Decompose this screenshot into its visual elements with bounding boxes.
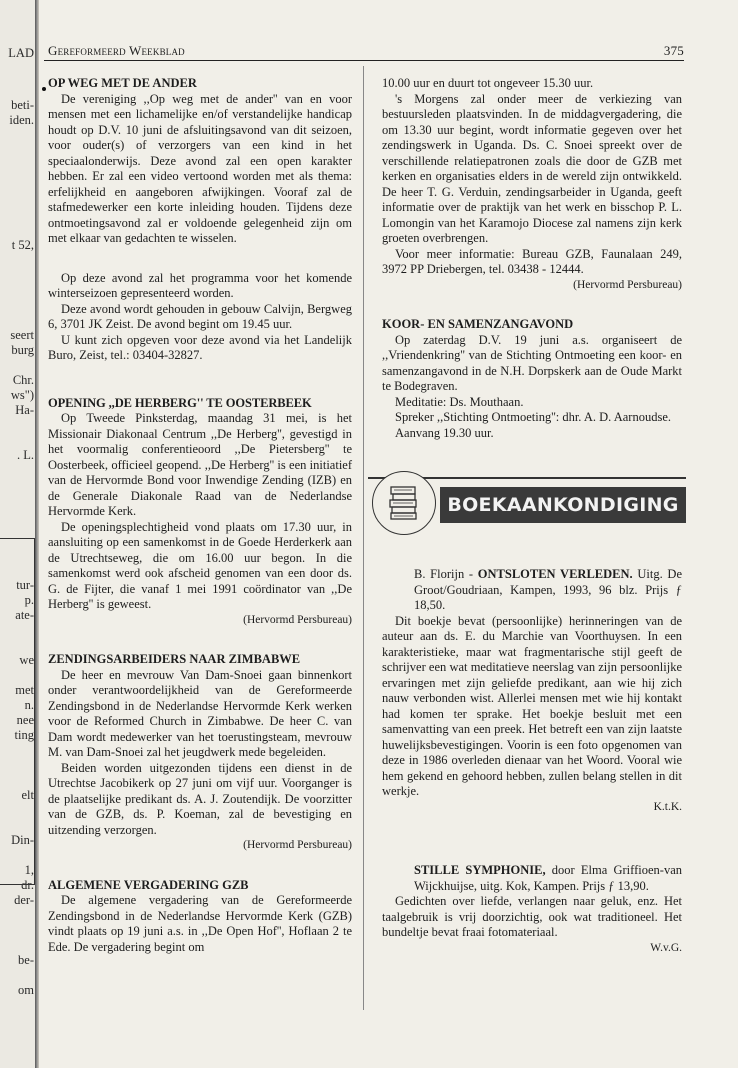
article-paragraph: Op deze avond zal het programma voor het komende winterseizoen gepresenteerd worden. bbox=[48, 270, 352, 300]
article-title: ALGEMENE VERGADERING GZB bbox=[48, 877, 249, 892]
article-title: OP WEG MET DE ANDER bbox=[48, 76, 197, 90]
page-header bbox=[44, 40, 684, 61]
article-paragraph: Voor meer informatie: Bureau GZB, Faunalaan 249, 3972 PP Driebergen, tel. 03438 - 12444. bbox=[382, 246, 682, 276]
article-paragraph: 10.00 uur en duurt tot ongeveer 15.30 uur. bbox=[382, 76, 594, 90]
journal-title: Gereformeerd Weekblad bbox=[48, 43, 185, 58]
article-paragraph: De algemene vergadering van de Gereformeerde Zendingsbond in de Nederlandse Hervormde Kerk (GZB) vindt plaats op 19 juni a.s. in ,,De Open Hof'', Hoflaan 2 te Ede. De vergadering begint om bbox=[48, 893, 352, 954]
article-title: OPENING ,,DE HERBERG'' TE OOSTERBEEK bbox=[48, 395, 312, 410]
book-title: STILLE SYMPHONIE, bbox=[414, 863, 546, 877]
prev-fragment: Ha- bbox=[15, 403, 34, 417]
article-paragraph: Spreker ,,Stichting Ontmoeting'': dhr. A. D. Aarnoudse. bbox=[395, 410, 672, 424]
article-title: KOOR- EN SAMENZANGAVOND bbox=[382, 317, 574, 331]
prev-fragment: n. bbox=[24, 698, 34, 712]
article-algemene-vergadering-continued bbox=[382, 76, 682, 293]
prev-fragment: nee bbox=[16, 713, 34, 727]
article-paragraph: De heer en mevrouw Van Dam-Snoei gaan binnenkort onder verantwoordelijkheid van de Gereformeerde Zendingsbond in de Nederlandse Hervormde Kerk werken voor de Reformed Church in Zimbabwe. De heer C. van Dam wordt medewerker van het toerustingsteam, mevrouw M. van Dam-Snoei zal het jeugdwerk mede begeleiden. bbox=[48, 667, 352, 759]
article-algemene-vergadering bbox=[48, 878, 352, 956]
book-announcement-banner bbox=[368, 471, 682, 543]
bullet-mark bbox=[42, 87, 46, 91]
right-column bbox=[382, 76, 682, 956]
prev-fragment: der- bbox=[14, 893, 34, 907]
prev-fragment: Chr. bbox=[12, 373, 34, 387]
column-divider bbox=[363, 66, 364, 1010]
article-paragraph: De vereniging ,,Op weg met de ander'' van en voor mensen met een lichamelijke en/of verstandelijke handicap houdt op D.V. 10 juni de afsluitingsavond van dit seizoen, voor ouder(s) of verzorgers van een kind in het speciaalonderwijs. Deze avond zal een open karakter hebben. Er zal een video vertoond worden met als thema: erfelijkheid en aangeboren afwijkingen. Vooraf zal de stafmedewerker een korte inleiding houden. Tijdens deze ontmoetingsavond zal er voldoende gelegenheid zijn om met elkaar van gedachten te wisselen. bbox=[48, 91, 352, 245]
prev-fragment: ting bbox=[14, 728, 34, 742]
prev-fragment: iden. bbox=[9, 113, 34, 127]
binding-shadow bbox=[35, 0, 39, 1068]
prev-fragment: ate- bbox=[15, 608, 34, 622]
book-details: Uitg. De Groot/Goudriaan, Kampen, 1993, 96 blz. Prijs ƒ 18,50. bbox=[414, 567, 682, 612]
article-paragraph: Op Tweede Pinksterdag, maandag 31 mei, is het Missionair Diakonaal Centrum ,,De Herberg'', gevestigd in het voormalig conferentieoord ,,De Pietersberg'' te Oosterbeek, officieel geopend. ,,De Herberg'' is een initiatief van de Hervormde Bond voor Inwendige Zending (IZB) en de Generale Diakonale Raad van de Nederlandse Hervormde Kerk. bbox=[48, 411, 352, 518]
book-citation bbox=[382, 863, 682, 894]
article-signature: (Hervormd Persbureau) bbox=[243, 613, 352, 626]
book-review-ontsloten-verleden bbox=[382, 567, 682, 815]
prev-fragment: ws") bbox=[10, 388, 34, 402]
book-details: door Elma Griffioen-van Wijckhuijse, uitg. Kok, Kampen. Prijs ƒ 13,90. bbox=[414, 863, 682, 893]
prev-fragment: dr. bbox=[21, 878, 34, 892]
article-paragraph: De openingsplechtigheid vond plaats om 17.30 uur, in aansluiting op een samenkomst in de Goede Herderkerk aan de Utrechtseweg, die om 16.00 uur begon. In die samenkomst werd ook afscheid genomen van een door ds. G. de Fijter, die vanaf 1 mei 1991 coördinator van ,,De Herberg'' is geweest. bbox=[48, 519, 352, 611]
review-body: Dit boekje bevat (persoonlijke) herinneringen van de auteur aan ds. E. du Marchie van Voorthuysen. In een karakteristieke, maar wat fragmentarische stijl geeft de schrijver een wat meditatieve neerslag van zijn persoonlijke ervaringen met zijn geliefde predikant, aan wie hij zich nauw verbonden wist. Allerlei mensen met wie hij kontakt had komen ter sprake. Het boekje besluit met een samenvatting van een preek. Het betreft een van zijn laatste huwelijksbevestigingen. Voorin is een foto opgenomen van deze in 1986 overleden dienaar van het Woord. Vooral wie hem gekend en gehoord hebben, zullen belang stellen in dit werkje. bbox=[382, 613, 682, 798]
prev-fragment: elt bbox=[21, 788, 34, 802]
prev-fragment: 1, bbox=[24, 863, 34, 877]
review-body: Gedichten over liefde, verlangen naar geluk, enz. Het taalgebruik is vrij doorzichtig, ook wat traditioneel. Het bundeltje bevat fraai fotomateriaal. bbox=[382, 894, 682, 939]
prev-fragment: LAD bbox=[8, 46, 34, 60]
prev-fragment: burg bbox=[11, 343, 34, 357]
prev-fragment: Din- bbox=[11, 833, 34, 847]
article-zimbabwe bbox=[48, 652, 352, 854]
prev-page-box-frame bbox=[0, 538, 35, 885]
article-paragraph: Meditatie: Ds. Mouthaan. bbox=[395, 394, 524, 409]
article-signature: (Hervormd Persbureau) bbox=[243, 839, 352, 851]
article-paragraph: 's Morgens zal onder meer de verkiezing van bestuursleden plaatsvinden. In de middagvergadering, die om 13.30 uur begint, wordt informatie gegeven over het zendingswerk in Uganda. Ds. C. Snoei spreekt over de verschillende relatiepatronen zoals die door de GZB met kerken en organisaties elders in de wereld zijn ontwikkeld. De heer T. G. Verduin, zendingsarbeider in Uganda, geeft informatie over de praktijk van het werk en bisschop P. L. Lomongin van het Karamojo Diocese zal namens zijn kerk groeten overbrengen. bbox=[382, 91, 682, 245]
prev-fragment: t 52, bbox=[11, 238, 34, 252]
book-review-stille-symphonie bbox=[382, 863, 682, 956]
book-title: ONTSLOTEN VERLEDEN. bbox=[477, 567, 633, 581]
prev-fragment: . L. bbox=[16, 448, 34, 462]
article-signature: (Hervormd Persbureau) bbox=[573, 278, 682, 291]
article-paragraph: U kunt zich opgeven voor deze avond via het Landelijk Buro, Zeist, tel.: 03404-32827. bbox=[48, 332, 352, 362]
prev-fragment: be- bbox=[18, 953, 34, 967]
article-de-herberg bbox=[48, 396, 352, 629]
stack-of-books-icon bbox=[388, 483, 420, 521]
prev-fragment: seert bbox=[10, 328, 34, 342]
reviewer-initials: K.t.K. bbox=[653, 800, 682, 813]
left-column bbox=[48, 76, 352, 955]
previous-page-strip bbox=[0, 0, 36, 1068]
book-author: B. Florijn - bbox=[414, 567, 478, 581]
book-citation bbox=[382, 567, 682, 614]
banner-label: BOEKAANKONDIGING bbox=[440, 487, 686, 523]
article-paragraph: Op zaterdag D.V. 19 juni a.s. organiseert de ,,Vriendenkring'' van de Stichting Ontmoeting een koor- en samenzangavond in de N.H. Dorpskerk aan de Oude Markt te Bodegraven. bbox=[382, 332, 682, 393]
page-number: 375 bbox=[663, 43, 684, 58]
prev-fragment: tur- bbox=[16, 578, 34, 592]
prev-fragment: om bbox=[18, 983, 34, 997]
article-paragraph: Beiden worden uitgezonden tijdens een dienst in de Utrechtse Jacobikerk op 27 juni om vijf uur. Voorganger is de plaatselijke predikant ds. A. J. Zoutendijk. De voorzitter van de GZB, ds. P. Koeman, zal de bevestiging en uitzending verzorgen. bbox=[48, 760, 352, 837]
reviewer-initials: W.v.G. bbox=[650, 941, 682, 954]
prev-fragment: p. bbox=[24, 593, 34, 607]
article-paragraph: Aanvang 19.30 uur. bbox=[395, 425, 494, 440]
article-op-weg bbox=[48, 76, 352, 364]
article-paragraph: Deze avond wordt gehouden in gebouw Calvijn, Bergweg 6, 3701 JK Zeist. De avond begint om 19.45 uur. bbox=[48, 301, 352, 331]
article-title: ZENDINGSARBEIDERS NAAR ZIMBABWE bbox=[48, 652, 301, 666]
prev-fragment: we bbox=[19, 653, 34, 667]
prev-fragment: met bbox=[15, 683, 34, 697]
article-koor-samenzang bbox=[382, 317, 682, 441]
prev-fragment: beti- bbox=[11, 98, 34, 112]
